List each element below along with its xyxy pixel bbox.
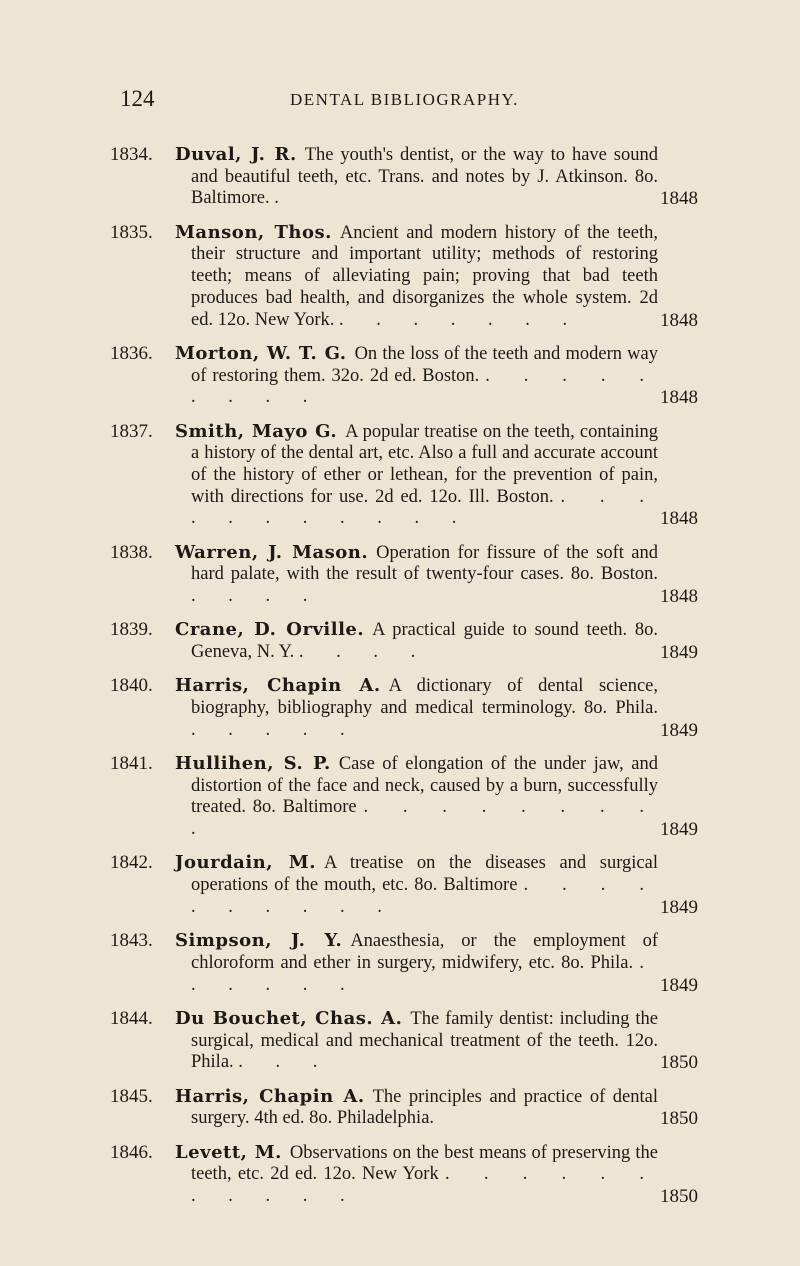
entry-description: A dictionary of dental science, biography, bibliography and medical terminology. 8o. Phila. — [191, 676, 659, 719]
entry-text — [175, 753, 658, 841]
entry-number: 1844. — [110, 1007, 153, 1029]
entry-number: 1835. — [110, 221, 153, 243]
dot-leaders: . . . . . . . — [339, 309, 582, 330]
bibliography-entry — [110, 753, 710, 841]
dot-leaders: . — [274, 188, 293, 209]
entry-number: 1838. — [110, 541, 153, 563]
entry-author: Levett, M. — [175, 1141, 282, 1163]
bibliography-entry — [110, 1142, 710, 1208]
entry-description: A treatise on the diseases and surgical operations of the mouth, etc. 8o. Baltimore — [191, 853, 658, 896]
bibliography-entry — [110, 619, 710, 663]
entry-author: Manson, Thos. — [175, 221, 332, 243]
entry-text — [175, 421, 658, 531]
entry-text — [175, 144, 658, 210]
dot-leaders: . . . . . . . . . . . — [191, 1164, 659, 1206]
entry-year: 1849 — [660, 896, 698, 918]
entry-year: 1850 — [660, 1052, 698, 1074]
entry-description: The family dentist: including the surgical, medical and mechanical treatment of the teeth. 12o. Phila. — [191, 1008, 658, 1073]
bibliography-entry — [110, 675, 710, 741]
entry-text — [175, 343, 658, 409]
dot-leaders: . . . — [238, 1052, 332, 1073]
entry-description: Observations on the best means of preserving the teeth, etc. 2d ed. 12o. New York — [191, 1142, 658, 1185]
bibliography-entry — [110, 421, 710, 531]
entry-description: The principles and practice of dental surgery. 4th ed. 8o. Philadelphia. — [191, 1086, 658, 1129]
entry-year: 1850 — [660, 1108, 698, 1130]
entry-year: 1849 — [660, 974, 698, 996]
page-header — [120, 86, 680, 116]
entry-author: Jourdain, M. — [175, 852, 316, 874]
entry-description: On the loss of the teeth and modern way of restoring them. 32o. 2d ed. Boston. — [191, 343, 658, 386]
entry-description: Anaesthesia, or the employment of chloroform and ether in surgery, midwifery, etc. 8o. Phila. — [191, 931, 658, 973]
dot-leaders: . . . . . . — [191, 952, 658, 995]
entry-description: Ancient and modern history of the teeth, their structure and important utility; methods of restoring teeth; means of alleviating pain; proving that bad teeth produces bad health, and disorganizes the whole system. 2d ed. 12o. New York. — [191, 222, 658, 330]
entry-description: Case of elongation of the under jaw, and distortion of the face and neck, caused by a burn, successfully treated. 8o. Baltimore — [191, 754, 658, 818]
entry-text — [175, 1086, 658, 1130]
entry-number: 1846. — [110, 1141, 153, 1163]
dot-leaders: . . . . . . . . . — [191, 365, 659, 408]
entry-author: Smith, Mayo G. — [175, 420, 338, 442]
entry-number: 1841. — [110, 753, 153, 775]
bibliography-list — [110, 144, 710, 1219]
entry-year: 1848 — [660, 508, 698, 530]
running-title: DENTAL BIBLIOGRAPHY. — [290, 90, 519, 109]
bibliography-entry — [110, 222, 710, 332]
dot-leaders: . . . . — [191, 586, 322, 607]
entry-text — [175, 1008, 658, 1074]
bibliography-entry — [110, 542, 710, 608]
page-number: 124 — [120, 86, 155, 111]
entry-year: 1848 — [660, 309, 698, 331]
entry-author: Warren, J. Mason. — [175, 541, 369, 563]
bibliography-entry — [110, 343, 710, 409]
entry-number: 1842. — [110, 852, 153, 874]
entry-number: 1837. — [110, 420, 153, 442]
entry-author: Harris, Chapin A. — [175, 1085, 365, 1107]
entry-author: Harris, Chapin A. — [175, 675, 381, 697]
entry-number: 1845. — [110, 1085, 153, 1107]
bibliography-entry — [110, 144, 710, 210]
bibliography-entry — [110, 930, 710, 996]
entry-text — [175, 675, 658, 741]
dot-leaders: . . . . . . . . . — [191, 797, 659, 840]
entry-author: Duval, J. R. — [175, 144, 297, 165]
entry-number: 1843. — [110, 930, 153, 952]
entry-author: Hullihen, S. P. — [175, 753, 331, 775]
entry-number: 1834. — [110, 144, 153, 165]
entry-author: Morton, W. T. G. — [175, 342, 347, 364]
entry-author: Crane, D. Orville. — [175, 619, 365, 641]
entry-year: 1849 — [660, 819, 698, 841]
entry-text — [175, 930, 658, 996]
entry-description: A popular treatise on the teeth, containing a history of the dental art, etc. Also a full and accurate account of the history of ether or lethean, for the prevention of pain, with directions for use. 2d ed. 12o. Ill. Boston. — [191, 421, 658, 507]
bibliography-entry — [110, 852, 710, 918]
entry-year: 1848 — [660, 586, 698, 608]
bibliography-entry — [110, 1008, 710, 1074]
entry-year: 1848 — [660, 188, 698, 210]
entry-year: 1849 — [660, 719, 698, 741]
entry-description: Operation for fissure of the soft and hard palate, with the result of twenty-four cases. 8o. Boston. — [191, 542, 658, 585]
entry-year: 1850 — [660, 1185, 698, 1207]
dot-leaders: . . . . — [298, 642, 430, 663]
entry-text — [175, 852, 658, 918]
entry-description: The youth's dentist, or the way to have sound and beautiful teeth, etc. Trans. and notes by J. Atkinson. 8o. Baltimore. — [191, 145, 659, 209]
entry-number: 1840. — [110, 675, 153, 697]
entry-text — [175, 222, 658, 332]
entry-author: Du Bouchet, Chas. A. — [175, 1007, 403, 1029]
entry-number: 1839. — [110, 619, 153, 641]
dot-leaders: . . . . . . . . . . — [191, 875, 659, 917]
entry-text — [175, 542, 658, 608]
dot-leaders: . . . . . — [191, 719, 359, 740]
entry-author: Simpson, J. Y. — [175, 930, 343, 952]
entry-number: 1836. — [110, 342, 153, 364]
entry-text — [175, 619, 658, 663]
entry-year: 1849 — [660, 642, 698, 664]
entry-year: 1848 — [660, 387, 698, 409]
dot-leaders: . . . . . . . . . . . — [191, 486, 659, 529]
bibliography-entry — [110, 1086, 710, 1130]
entry-text — [175, 1142, 658, 1208]
entry-description: A practical guide to sound teeth. 8o. Geneva, N. Y. — [191, 620, 658, 663]
